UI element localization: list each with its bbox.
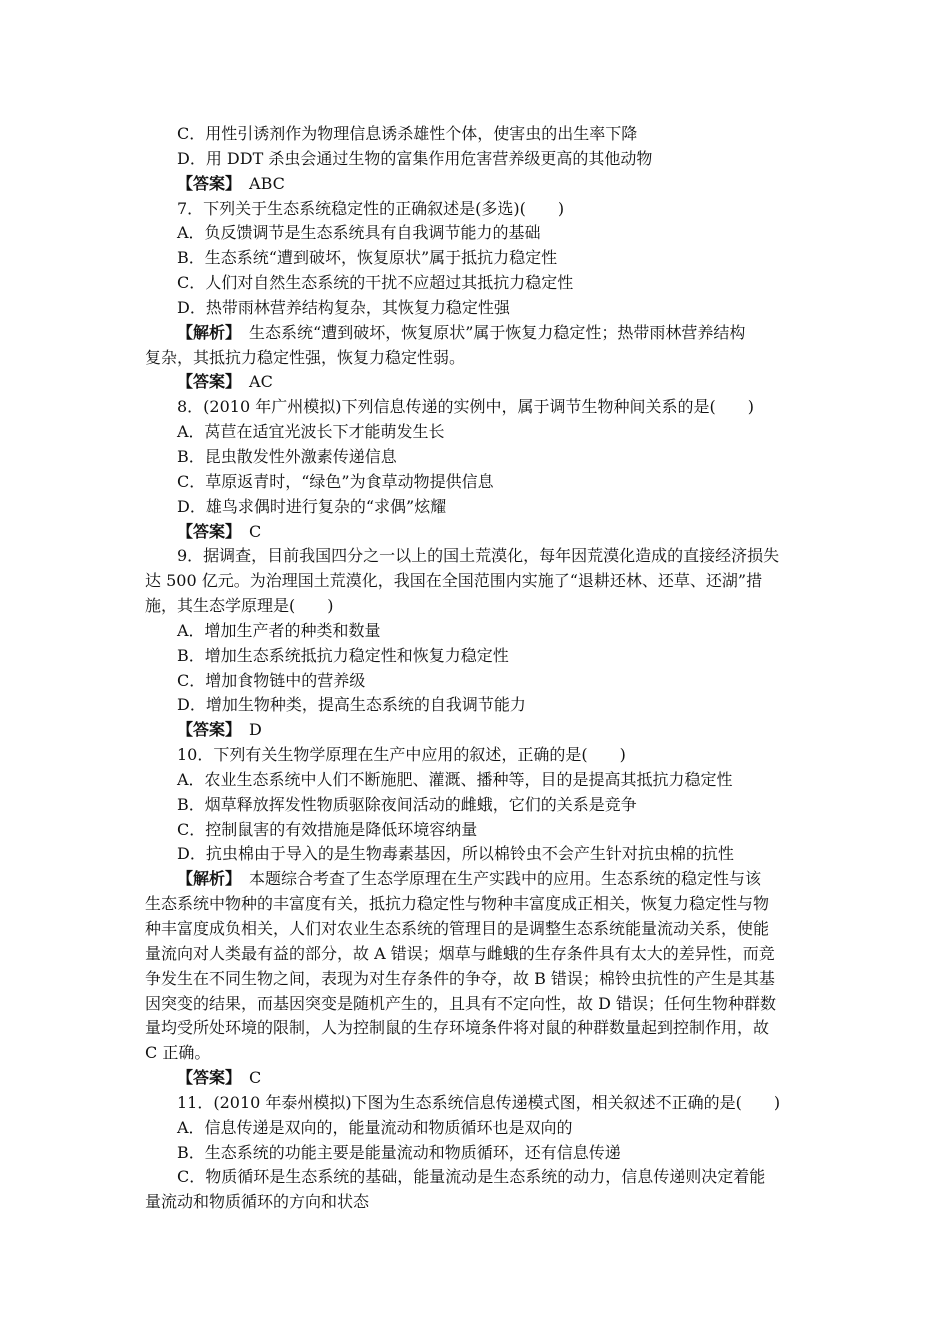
labeled-line	[145, 867, 807, 892]
text-line	[145, 271, 807, 296]
line-text: C．增加食物链中的营养级	[177, 670, 366, 690]
text-line	[145, 669, 807, 694]
line-text: C．控制鼠害的有效措施是降低环境容纳量	[177, 819, 478, 839]
line-text: 9．据调查，目前我国四分之一以上的国土荒漠化，每年因荒漠化造成的直接经济损失	[177, 546, 780, 566]
text-line	[145, 1116, 807, 1141]
line-text: C．人们对自然生态系统的干扰不应超过其抵抗力稳定性	[177, 273, 574, 293]
line-text: B．生态系统的功能主要是能量流动和物质循环，还有信息传递	[177, 1142, 621, 1162]
line-text: B．增加生态系统抵抗力稳定性和恢复力稳定性	[177, 645, 509, 665]
line-text: A．增加生产者的种类和数量	[177, 620, 381, 640]
text-line	[145, 1141, 807, 1166]
text-line	[145, 743, 807, 768]
line-text: C 正确。	[145, 1043, 211, 1063]
labeled-line	[145, 1066, 807, 1091]
line-text: C．物质循环是生态系统的基础，能量流动是生态系统的动力，信息传递则决定着能	[177, 1167, 766, 1187]
text-line	[145, 197, 807, 222]
text-line	[145, 892, 807, 917]
text-line	[145, 246, 807, 271]
line-text: A．负反馈调节是生态系统具有自我调节能力的基础	[177, 223, 541, 243]
section-tag: 【答案】	[177, 521, 234, 541]
line-text: 量均受所处环境的限制，人为控制鼠的生存环境条件将对鼠的种群数量起到控制作用，故	[145, 1018, 770, 1038]
labeled-line	[145, 718, 807, 743]
text-line	[145, 495, 807, 520]
line-text: 种丰富度成负相关，人们对农业生态系统的管理目的是调整生态系统能量流动关系，使能	[145, 919, 770, 938]
text-line	[145, 842, 807, 867]
line-text: C	[233, 521, 262, 541]
line-text: 8．(2010 年广州模拟)下列信息传递的实例中，属于调节生物种间关系的是( )	[177, 397, 754, 417]
labeled-line	[145, 370, 807, 395]
line-text: 达 500 亿元。为治理国土荒漠化，我国在全国范围内实施了“退耕还林、还草、还湖”措	[145, 571, 763, 591]
text-line	[145, 917, 807, 942]
line-text: D．用 DDT 杀虫会通过生物的富集作用危害营养级更高的其他动物	[177, 148, 653, 168]
text-line	[145, 296, 807, 321]
text-line	[145, 644, 807, 669]
line-text: D．抗虫棉由于导入的是生物毒素基因，所以棉铃虫不会产生针对抗虫棉的抗性	[177, 844, 734, 864]
text-line	[145, 221, 807, 246]
line-text: 量流向对人类最有益的部分，故 A 错误；烟草与雌蛾的生存条件具有太大的差异性，而竞	[145, 943, 775, 963]
text-line	[145, 768, 807, 793]
line-text: D．热带雨林营养结构复杂，其恢复力稳定性强	[177, 297, 510, 317]
text-line	[145, 594, 807, 619]
text-line	[145, 818, 807, 843]
text-line	[145, 569, 807, 594]
section-tag: 【答案】	[177, 173, 234, 193]
line-text: AC	[233, 372, 273, 392]
text-line	[145, 395, 807, 420]
labeled-line	[145, 321, 807, 346]
line-text: D．雄鸟求偶时进行复杂的“求偶”炫耀	[177, 496, 447, 516]
line-text: 争发生在不同生物之间，表现为对生存条件的争夺，故 B 错误；棉铃虫抗性的产生是其基	[145, 968, 775, 988]
line-text: D	[233, 720, 262, 740]
line-text: B．烟草释放挥发性物质驱除夜间活动的雌蛾，它们的关系是竞争	[177, 794, 637, 814]
section-tag: 【解析】	[177, 869, 234, 889]
section-tag: 【答案】	[177, 372, 234, 392]
line-text: A．莴苣在适宜光波长下才能萌发生长	[177, 422, 445, 442]
text-line	[145, 1190, 807, 1215]
text-line	[145, 147, 807, 172]
line-text: 生态系统“遭到破坏，恢复原状”属于恢复力稳定性；热带雨林营养结构	[233, 322, 746, 342]
text-line	[145, 693, 807, 718]
text-line	[145, 122, 807, 147]
text-line	[145, 793, 807, 818]
text-line	[145, 1165, 807, 1190]
text-line	[145, 1016, 807, 1041]
section-tag: 【答案】	[177, 720, 234, 740]
line-text: A．农业生态系统中人们不断施肥、灌溉、播种等，目的是提高其抵抗力稳定性	[177, 769, 733, 789]
line-text: B．生态系统“遭到破坏，恢复原状”属于抵抗力稳定性	[177, 248, 558, 268]
section-tag: 【答案】	[177, 1068, 234, 1088]
text-line	[145, 992, 807, 1017]
line-text: A．信息传递是双向的，能量流动和物质循环也是双向的	[177, 1117, 573, 1137]
line-text: 生态系统中物种的丰富度有关，抵抗力稳定性与物种丰富度成正相关，恢复力稳定性与物	[145, 894, 770, 914]
line-text: 10．下列有关生物学原理在生产中应用的叙述，正确的是( )	[177, 745, 626, 765]
line-text: D．增加生物种类，提高生态系统的自我调节能力	[177, 695, 526, 715]
line-text: C．用性引诱剂作为物理信息诱杀雄性个体，使害虫的出生率下降	[177, 124, 638, 143]
section-tag: 【解析】	[177, 322, 234, 342]
line-text: ABC	[233, 173, 285, 193]
text-line	[145, 544, 807, 569]
line-text: 复杂，其抵抗力稳定性强，恢复力稳定性弱。	[145, 347, 466, 367]
line-text: 11．(2010 年泰州模拟)下图为生态系统信息传递模式图，相关叙述不正确的是( )	[177, 1092, 781, 1112]
text-line	[145, 1041, 807, 1066]
text-line	[145, 420, 807, 445]
text-line	[145, 967, 807, 992]
labeled-line	[145, 520, 807, 545]
line-text: B．昆虫散发性外激素传递信息	[177, 446, 397, 466]
line-text: C．草原返青时，“绿色”为食草动物提供信息	[177, 471, 494, 491]
line-text: C	[233, 1068, 262, 1088]
line-text: 量流动和物质循环的方向和状态	[145, 1192, 370, 1212]
labeled-line	[145, 172, 807, 197]
document-page	[145, 122, 807, 1215]
text-line	[145, 1091, 807, 1116]
text-line	[145, 445, 807, 470]
text-line	[145, 470, 807, 495]
text-line	[145, 619, 807, 644]
line-text: 本题综合考查了生态学原理在生产实践中的应用。生态系统的稳定性与该	[233, 869, 762, 889]
text-line	[145, 942, 807, 967]
line-text: 7．下列关于生态系统稳定性的正确叙述是(多选)( )	[177, 198, 565, 218]
text-line	[145, 346, 807, 371]
line-text: 施，其生态学原理是( )	[145, 596, 334, 616]
line-text: 因突变的结果，而基因突变是随机产生的，且具有不定向性，故 D 错误；任何生物种群数	[145, 993, 777, 1013]
